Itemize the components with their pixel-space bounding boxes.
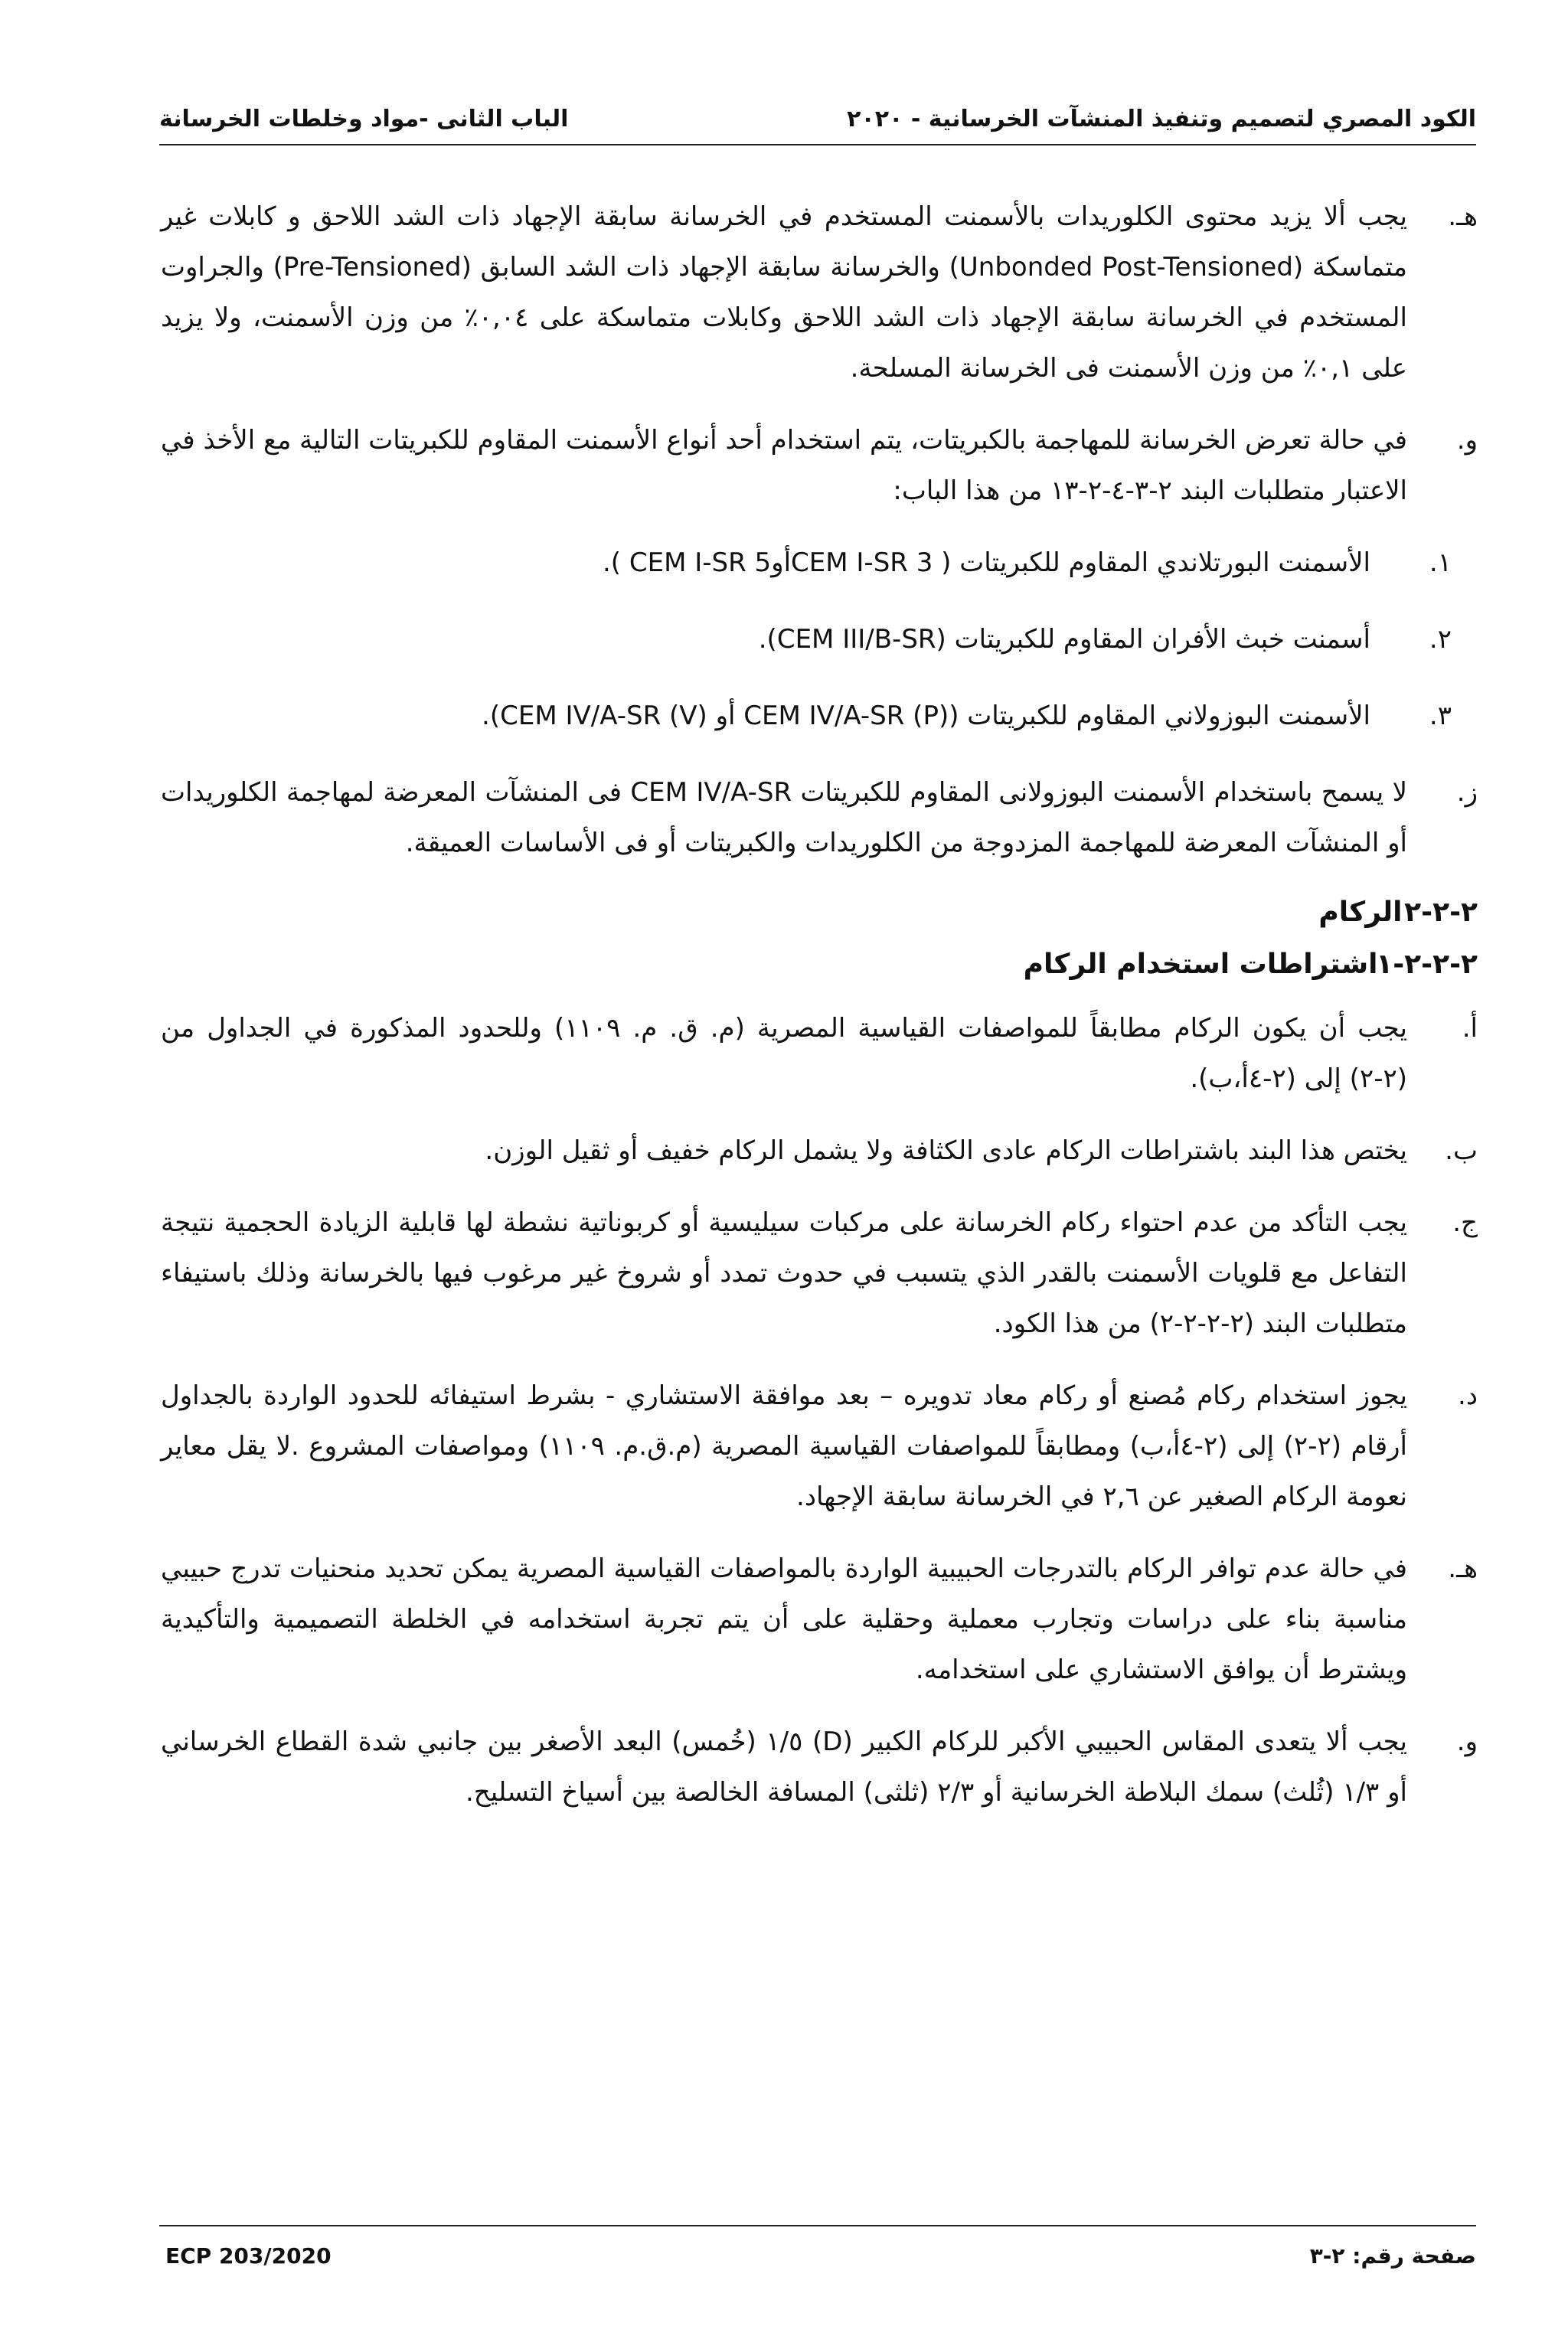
item-marker: ج. (1452, 1207, 1478, 1238)
sub-item-marker: ٢. (1429, 624, 1452, 655)
item-text: يجب ألا يتعدى المقاس الحبيبي الأكبر للركام الكبير (D) ١/٥ (خُمس) البعد الأصغر بين جانبي شدة القطاع الخرساني أو ١/٣ (ثُلث) سمك البلاطة الخرسانية أو ٢/٣ (ثلثى) المسافة الخالصة بين أسياخ التسليح. (161, 1726, 1408, 1808)
header-code-title: الكود المصري لتصميم وتنفيذ المنشآت الخرسانية - ٢٠٢٠ (847, 106, 1476, 132)
item-text: لا يسمح باستخدام الأسمنت البوزولانى المقاوم للكبريتات CEM IV/A-SR فى المنشآت المعرضة لمهاجمة الكلوريدات أو المنشآت المعرضة للمهاجمة المزدوجة من الكلوريدات والكبريتات أو فى الأساسات العميقة. (161, 777, 1407, 858)
sub-list-item (161, 537, 1478, 588)
subsection-number: ٢-٢-٢-١ (1376, 949, 1478, 980)
item-text: يختص هذا البند باشتراطات الركام عادى الكثافة ولا يشمل الركام خفيف أو ثقيل الوزن. (485, 1135, 1407, 1166)
list-item (161, 191, 1478, 394)
item-marker: د. (1458, 1380, 1478, 1411)
item-text: في حالة عدم توافر الركام بالتدرجات الحبيبية الواردة بالمواصفات القياسية المصرية يمكن تحديد منحنيات تدرج حبيبي مناسبة بناء على دراسات وتجارب معملية وحقلية على أن يتم تجربة استخدامه في الخلطة التصميمية والتأكيدية ويشترط أن يوافق الاستشاري على استخدامه. (161, 1553, 1407, 1685)
subsection-heading (161, 942, 1478, 988)
item-text: يجب التأكد من عدم احتواء ركام الخرسانة على مركبات سيليسية أو كربوناتية نشطة لها قابلية الزيادة الحجمية نتيجة التفاعل مع قلويات الأسمنت بالقدر الذي يتسبب في حدوث تمدد أو شروخ غير مرغوب فيها بالخرسانة وذلك باستيفاء متطلبات البند (٢-٢-٢-٢) من هذا الكود. (161, 1207, 1407, 1339)
page-body (161, 191, 1478, 1839)
list-item (161, 1125, 1478, 1176)
list-item (161, 1717, 1478, 1818)
section-title: الركام (1318, 897, 1403, 928)
item-marker: و. (1456, 1726, 1478, 1757)
item-marker: ب. (1445, 1135, 1478, 1166)
page-number: صفحة رقم: ٢-٣ (1309, 2243, 1476, 2269)
sub-list-item (161, 691, 1478, 741)
item-text: يجب أن يكون الركام مطابقاً للمواصفات القياسية المصرية (م. ق. م. ١١٠٩) وللحدود المذكورة في الجداول من (٢-٢) إلى (٢-٤أ،ب). (161, 1013, 1407, 1094)
item-marker: هـ. (1448, 201, 1478, 232)
item-text: يجوز استخدام ركام مُصنع أو ركام معاد تدويره – بعد موافقة الاستشاري - بشرط استيفائه للحدود الواردة بالجداول أرقام (٢-٢) إلى (٢-٤أ،ب) ومطابقاً للمواصفات القياسية المصرية (م.ق.م. ١١٠٩) ومواصفات المشروع .لا يقل معاير نعومة الركام الصغير عن ٢,٦ في الخرسانة سابقة الإجهاد. (161, 1380, 1407, 1512)
footer-code: ECP 203/2020 (165, 2243, 332, 2269)
sub-item-marker: ١. (1429, 547, 1452, 578)
list-item (161, 767, 1478, 868)
list-item (161, 1197, 1478, 1349)
section-number: ٢-٢-٢ (1404, 897, 1478, 928)
header-divider (159, 144, 1476, 145)
page-header (159, 98, 1476, 144)
page-footer (159, 2243, 1476, 2282)
item-marker: أ. (1462, 1013, 1478, 1044)
header-chapter-title: الباب الثانى -مواد وخلطات الخرسانة (159, 106, 569, 132)
subsection-title: اشتراطات استخدام الركام (1023, 949, 1378, 980)
list-item (161, 1544, 1478, 1695)
sub-item-text: الأسمنت البورتلاندي المقاوم للكبريتات ( CEM I-SR 3أوCEM I-SR 5 ). (602, 547, 1370, 578)
list-item (161, 415, 1478, 516)
item-text: في حالة تعرض الخرسانة للمهاجمة بالكبريتات، يتم استخدام أحد أنواع الأسمنت المقاوم للكبريتات التالية مع الأخذ في الاعتبار متطلبات البند ٢-٣-٤-٢-١٣ من هذا الباب: (161, 425, 1407, 506)
section-heading (161, 890, 1478, 936)
item-text: يجب ألا يزيد محتوى الكلوريدات بالأسمنت المستخدم في الخرسانة سابقة الإجهاد ذات الشد اللاحق و كابلات غير متماسكة (Unbonded Post-Tensioned) والخرسانة سابقة الإجهاد ذات الشد السابق (Pre-Tensioned) والجراوت المستخدم في الخرسانة سابقة الإجهاد ذات الشد اللاحق وكابلات متماسكة على ٠,٠٤٪ من وزن الأسمنت، ولا يزيد على ٠,١٪ من وزن الأسمنت فى الخرسانة المسلحة. (161, 201, 1407, 384)
footer-divider (159, 2225, 1476, 2226)
item-marker: و. (1456, 425, 1478, 456)
sub-list-item (161, 614, 1478, 665)
sub-item-text: أسمنت خبث الأفران المقاوم للكبريتات (CEM III/B-SR). (758, 624, 1370, 655)
list-item (161, 1003, 1478, 1104)
list-item (161, 1370, 1478, 1522)
sub-item-marker: ٣. (1429, 701, 1452, 731)
item-marker: ز. (1456, 777, 1478, 808)
sub-item-text: الأسمنت البوزولاني المقاوم للكبريتات (CEM IV/A-SR (P) أو CEM IV/A-SR (V)). (482, 701, 1370, 731)
item-marker: هـ. (1448, 1553, 1478, 1584)
